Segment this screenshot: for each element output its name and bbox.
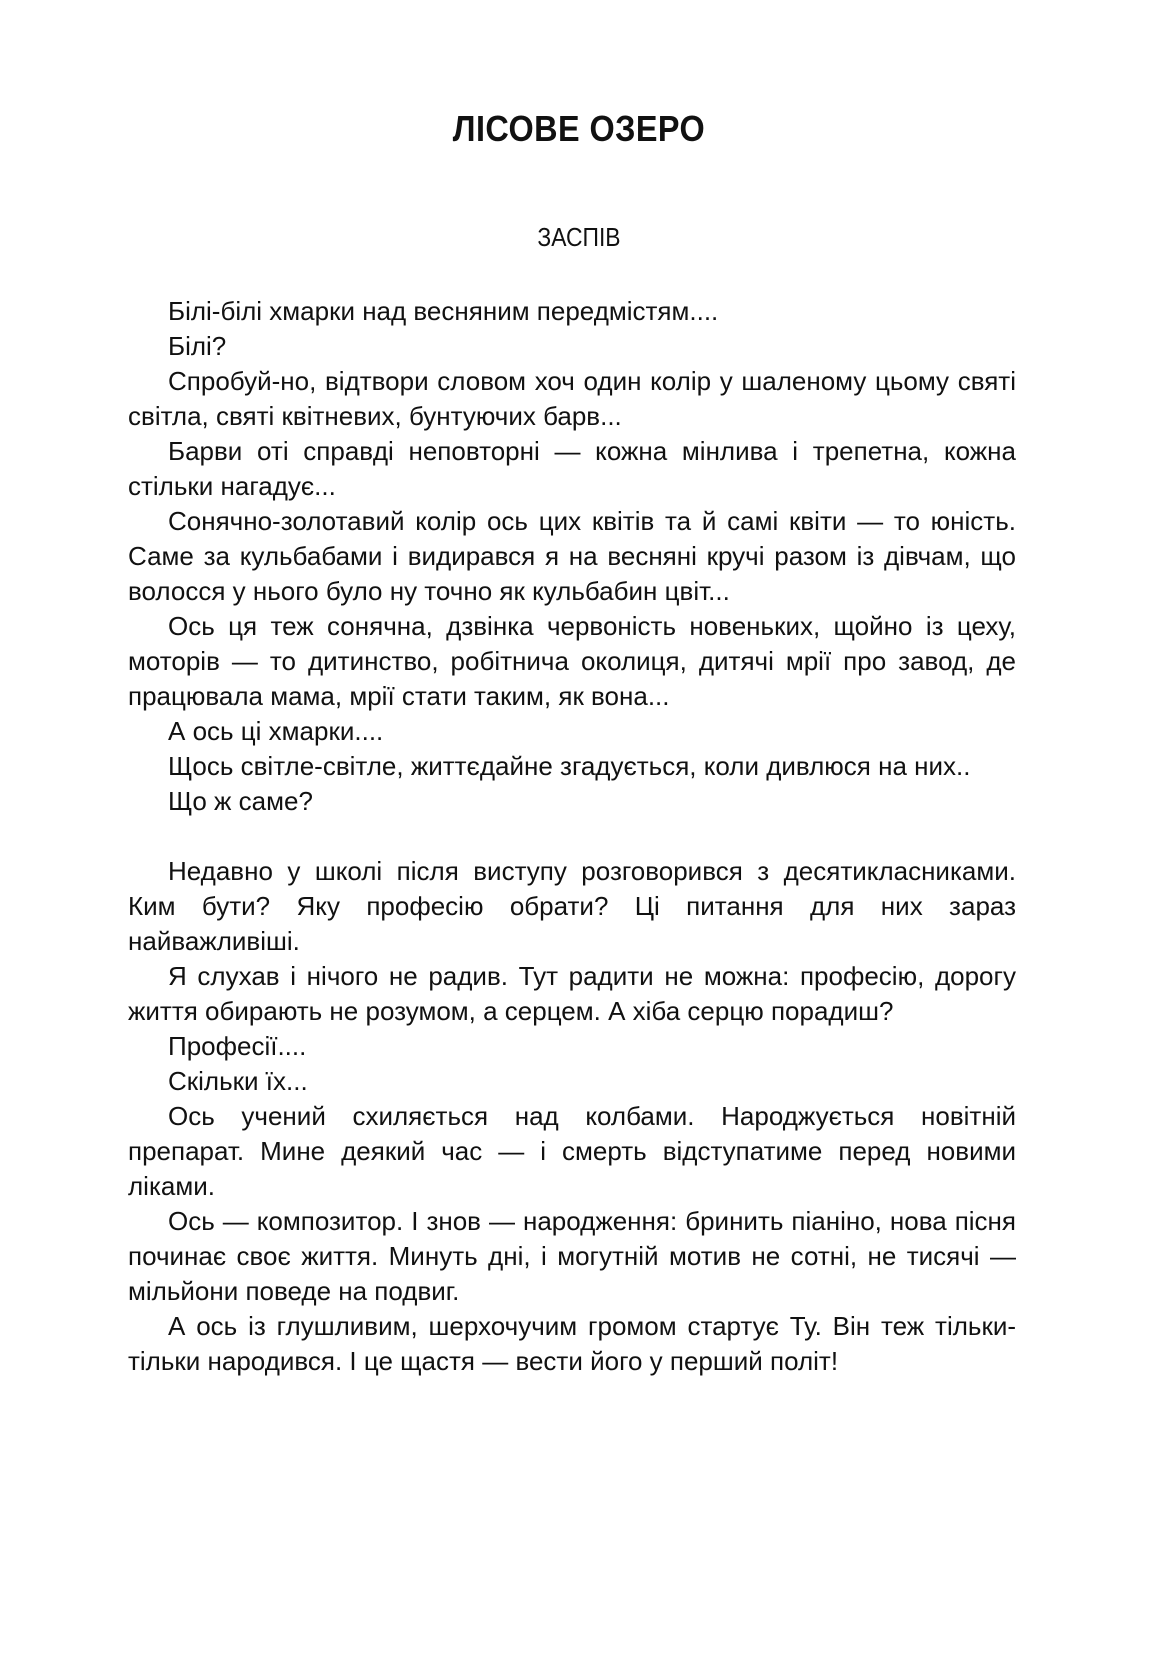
section-title: ЗАСПІВ bbox=[537, 222, 621, 252]
paragraph: Білі-білі хмарки над весняним передмістям.... bbox=[168, 296, 719, 326]
paragraph: Професії.... bbox=[168, 1031, 307, 1061]
paragraph: Щось світле-світле, життєдайне згадується, коли дивлюся на них.. bbox=[168, 751, 971, 781]
chapter-title: ЛІСОВЕ ОЗЕРО bbox=[452, 108, 706, 149]
paragraph: Спробуй-но, відтвори словом хоч один колір у шаленому цьому святі світла, святі квітневих, бунтуючих барв... bbox=[128, 366, 1016, 431]
paragraph: Ось — композитор. І знов — народження: бринить піаніно, нова пісня починає своє життя. Минуть дні, і могутній мотив не сотні, не тисячі — мільйони поведе на подвиг. bbox=[128, 1206, 1016, 1306]
paragraph: Білі? bbox=[168, 331, 227, 361]
body-text bbox=[128, 294, 1016, 1379]
paragraph: Що ж саме? bbox=[168, 786, 313, 816]
paragraph: Скільки їх... bbox=[168, 1066, 308, 1096]
paragraph: Барви оті справді неповторні — кожна мінлива і трепетна, кожна стільки нагадує... bbox=[128, 436, 1016, 501]
paragraph: А ось із глушливим, шерхочучим громом стартує Ту. Він теж тільки-тільки народився. І це щастя — вести його у перший політ! bbox=[128, 1311, 1016, 1376]
paragraph: Я слухав і нічого не радив. Тут радити не можна: професію, дорогу життя обирають не розумом, а серцем. А хіба серцю порадиш? bbox=[128, 961, 1016, 1026]
paragraph: Сонячно-золотавий колір ось цих квітів та й самі квіти — то юність. Саме за кульбабами і видирався я на весняні кручі разом із дівчам, що волосся у нього було ну точно як кульбабин цвіт... bbox=[128, 506, 1016, 606]
paragraph: Недавно у школі після виступу розговорився з десятикласниками. Ким бути? Яку професію обрати? Ці питання для них зараз найважливіші. bbox=[128, 856, 1016, 956]
paragraph: Ось учений схиляється над колбами. Народжується новітній препарат. Мине деякий час — і смерть відступатиме перед новими ліками. bbox=[128, 1101, 1016, 1201]
paragraph: Ось ця теж сонячна, дзвінка червоність новеньких, щойно із цеху, моторів — то дитинство, робітнича околиця, дитячі мрії про завод, де працювала мама, мрії стати таким, як вона... bbox=[128, 611, 1016, 711]
paragraph: А ось ці хмарки.... bbox=[168, 716, 384, 746]
